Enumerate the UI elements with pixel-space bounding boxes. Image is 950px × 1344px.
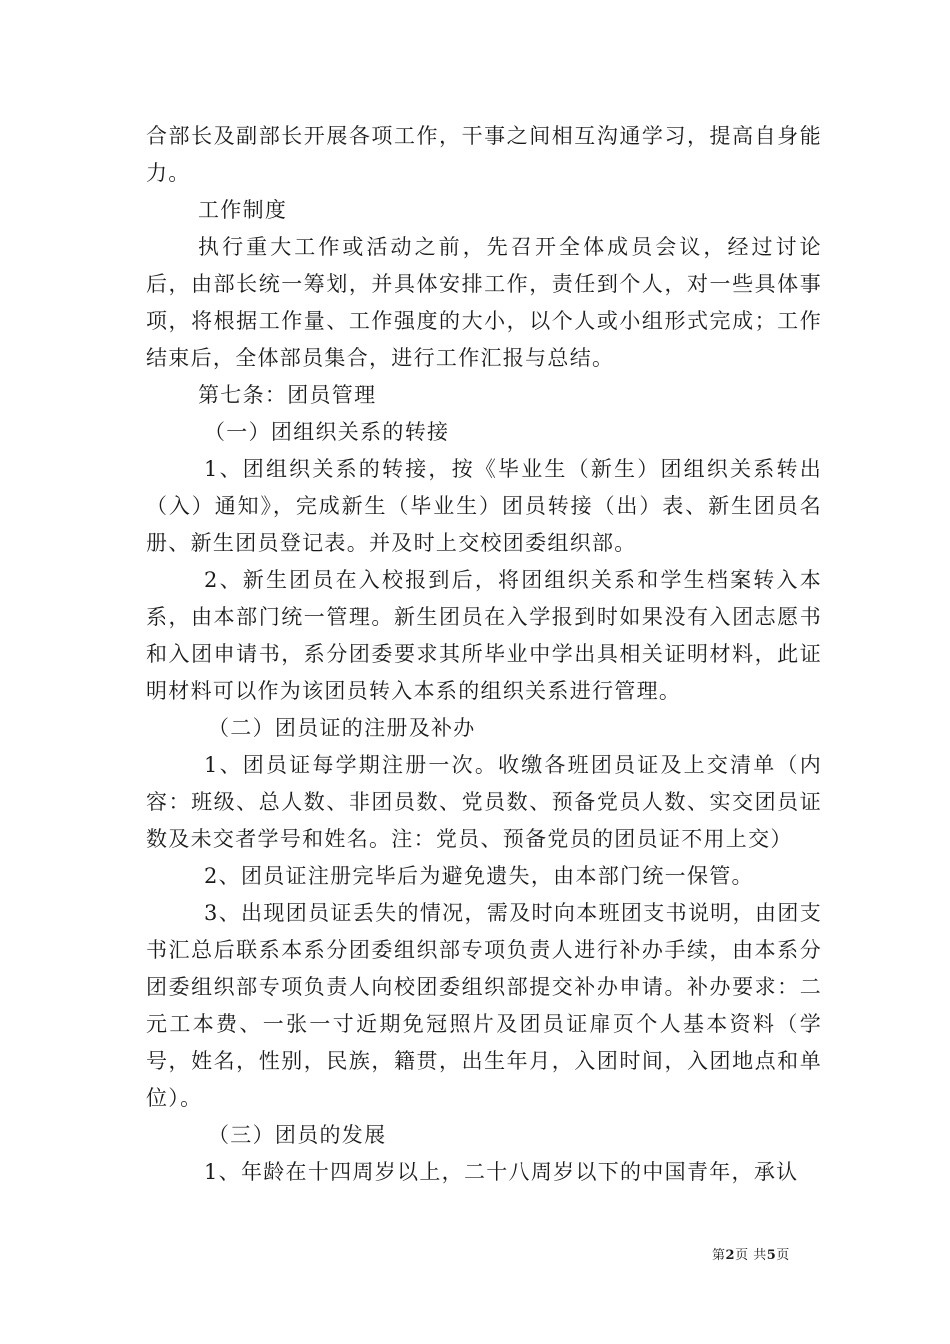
footer-middle: 页 共 <box>735 1248 767 1263</box>
section-heading-work-system: 工作制度 <box>198 198 288 222</box>
document-body <box>146 118 822 1191</box>
page-footer <box>712 1247 790 1265</box>
paragraph-registration-2: 2、团员证注册完毕后为避免遗失，由本部门统一保管。 <box>204 864 754 888</box>
paragraph-transfer-2: 2、新生团员在入校报到后，将团组织关系和学生档案转入本系，由本部门统一管理。新生团员在入学报到时如果没有入团志愿书和入团申请书，系分团委要求其所毕业中学出具相关证明材料，此证明材料可以作为该团员转入本系的组织关系进行管理。 <box>146 568 822 703</box>
paragraph-work-system: 执行重大工作或活动之前，先召开全体成员会议，经过讨论后，由部长统一筹划，并具体安排工作，责任到个人，对一些具体事项，将根据工作量、工作强度的大小，以个人或小组形式完成；工作结束后，全体部员集合，进行工作汇报与总结。 <box>146 235 822 370</box>
footer-current-page: 2 <box>725 1248 736 1263</box>
paragraph-development-1: 1、年龄在十四周岁以上，二十八周岁以下的中国青年，承认 <box>204 1160 799 1184</box>
footer-prefix: 第 <box>712 1248 726 1263</box>
paragraph-transfer-1: 1、团组织关系的转接，按《毕业生（新生）团组织关系转出（入）通知》，完成新生（毕业生）团员转接（出）表、新生团员名册、新生团员登记表。并及时上交校团委组织部。 <box>146 457 822 555</box>
subheading-development: （三）团员的发展 <box>208 1123 387 1147</box>
paragraph-registration-1: 1、团员证每学期注册一次。收缴各班团员证及上交清单（内容：班级、总人数、非团员数、党员数、预备党员人数、实交团员证数及未交者学号和姓名。注：党员、预备党员的团员证不用上交） <box>146 753 822 851</box>
paragraph-registration-3: 3、出现团员证丢失的情况，需及时向本班团支书说明，由团支书汇总后联系本系分团委组织部专项负责人进行补办手续，由本系分团委组织部专项负责人向校团委组织部提交补办申请。补办要求：二元工本费、一张一寸近期免冠照片及团员证扉页个人基本资料（学号，姓名，性别，民族，籍贯，出生年月，入团时间，入团地点和单位）。 <box>146 901 822 1110</box>
footer-total-pages: 5 <box>766 1248 777 1263</box>
article-heading-member-management: 第七条：团员管理 <box>198 383 377 407</box>
subheading-registration: （二）团员证的注册及补办 <box>208 716 476 740</box>
paragraph-1: 合部长及副部长开展各项工作，干事之间相互沟通学习，提高自身能力。 <box>146 124 822 185</box>
subheading-transfer: （一）团组织关系的转接 <box>204 420 450 444</box>
footer-suffix: 页 <box>776 1248 790 1263</box>
